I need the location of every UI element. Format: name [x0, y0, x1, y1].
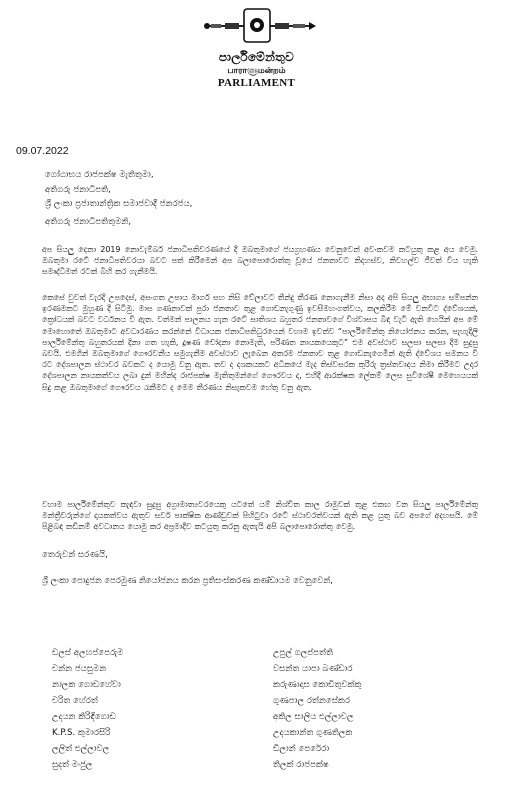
signatory-name: ලලිත් එල්ලාවල — [52, 744, 110, 754]
signatory-name: උදයකාන්ත ගුණතිලක — [273, 728, 353, 738]
address-line: ශ්‍රී ලංකා ප්‍රජාතාන්ත්‍රික සමාජවාදී ජනරජය, — [45, 199, 193, 209]
body-paragraph: අප සියලු දෙනා 2019 නොවැම්බර් ජනාධිපතිවරණයේ දී ඔබතුමාගේ ජයග්‍රහණය වෙනුවෙන් අවංකවම කටයුතු කළ අය වෙමු. ඔබතුමා රටේ ජනාධිපතිවරයා බවට පත් කිරීමෙන් අප බලාපොරොත්තු වූයේ ජනතාවට නිදහස්ව, නිවහල්ව ජීවත් විය හැකි සමෘද්ධිමත් රටක් බිහි කර ගැනීමයි. — [42, 245, 478, 277]
signatory-name: තිලක් රාජපක්ෂ — [273, 760, 329, 770]
signatories-left-column — [52, 645, 123, 773]
title-english: PARLIAMENT — [217, 77, 296, 89]
on-behalf-line: ශ්‍රී ලංකා පොදුජන පෙරමුණ නියෝජනය කරන ප්‍රතිසංස්කරණ කණ්ඩායම වෙනුවෙන්, — [42, 575, 333, 585]
body-paragraph: කෙසේ වුවත් වැරදි උපදෙස්, අසංගත උපාය මාර්ග සහ නිසි වේලාවට තීන්දු තීරණ නොගැනීම නිසා අද අපි සියලු අභාග්‍ය සම්පන්න ඉරණමකට මුහුණ දී සිටිමු. මාස ගණනාවක් පුරා ජනතාව තුළ ගොඩනැගුණු ඉවසීමහංගත්වය, කලකිරීම මේ වනවිට ද්වේශයක්, ක්‍රෝධයක් බවට වර්ධනය වී ඇත. වත්මන් පාලනය ගැන රටේ සාතිශය බහුතර ජනතාවගේ විශ්වාසය බිඳ වැටී ඇති හෙයින් අප මේ මොහොතේ ඔබතුමාට අවධාරණය කරන්නේ විධායක ජනාධිපතිධුරයෙන් වහාම ඉවත්ව “පාර්ලිමේන්තු නියෝජනය කරන, පැහැදිලි පාර්ලිමේන්තු බහුතරයක් දිනා ගත හැකි, දූෂණ චෝදනා නොමැති, පරිණත නායකයෙකුට” එම අවස්ථාව සලසා සලසා දීම සුදුසු බවයි. එමගින් ඔබතුමාගේ ගෞරවනීය සමුගැනීම අවස්ථාව ලැබෙන අතරම ජනතාව තුළ ගොඩනැගෙමින් ඇති ද්වේශය සමනය වී රට දේශපාලන ස්ථාවර බවකට ද යොමු වනු ඇත. තව ද දශකයකට අධිකයේ මැද තිස්වසරක කුරිරු ත්‍රස්තවාදය නිමා කිරීමට උදාර දේශපාලන නායකත්වය ලබා දුන් මහින්ද රාජපක්ෂ මැතිතුමන්ගේ ගෞරවය ද, එහිදී ආරක්ෂක ලේකම් ලෙස සුවිශේෂී මෙහෙයයක් සිදු කළ ඔබතුමාගේ ගෞරවය රැකීමට ද මෙම තීරණය නිසැකවම හේතු වනු ඇත. — [42, 293, 478, 392]
parliament-mace-emblem-icon — [197, 6, 317, 46]
signatory-name: අකිල සාලිය එල්ලාවල — [273, 712, 354, 722]
signatory-name: කරුණාදාස කොඩිතුවක්කු — [273, 680, 362, 690]
signatory-name: සුදත් මංජුල — [52, 760, 93, 770]
signatory-name: උපුල් ගලප්පත්ති — [273, 648, 333, 658]
address-line: ගෝඨාභය රාජපක්ෂ මැතිතුමා, — [45, 170, 154, 180]
address-line: අතිගරු ජනාධිපති, — [45, 184, 111, 195]
signatory-name: ඩලස් අලහප්පෙරුම — [52, 648, 124, 658]
letterhead — [0, 6, 513, 89]
signatory-name: චරිත හේරත් — [52, 696, 98, 706]
signatory-name: ගුණපාල රත්නසේකර — [273, 696, 351, 706]
recipient-address — [45, 168, 192, 212]
closing-line: තෙරුවන් සරණයි, — [42, 550, 108, 560]
body-paragraph: වහාම පාර්ලිමේන්තුව කැඳවා සුදුසු අග්‍රාමාත්‍යවරයෙකු යටතේ යම් නිශ්චිත කාල රාමුවක් තුළ එකඟ වන සියලු පාර්ලිමේන්තු මන්ත්‍රීවරුන්ගේ දායකත්වය ඇතුව සර්ව පාක්ෂික ආණ්ඩුවක් පිහිටුවා රටේ ස්ථාවරත්වයක් ඇති කළ යුතු බව අපගේ අදහසයි. මේ පිළිබඳ කඩිනම් අවධානය යොමු කර අප්‍රමාදීව කටයුතු කරනු ඇතැයි අපි බලාපොරොත්තු වෙමු. — [42, 500, 478, 532]
signatories-right-column — [273, 645, 362, 773]
letter-date: 09.07.2022 — [16, 145, 69, 157]
signatory-name: චන්න ජයසුමන — [52, 664, 107, 674]
signatory-name: උදයන කිරිඳිගොඩ — [52, 712, 117, 722]
title-tamil: பாராளுமன்றம் — [227, 66, 286, 76]
signatory-name: වසන්ත යාපා බණ්ඩාර — [273, 664, 353, 674]
signatory-name: නාලක ගොඩහේවා — [52, 680, 121, 690]
salutation: අතිගරු ජනාධිපතිතුමනි, — [45, 217, 131, 227]
signatory-name: K.P.S. කුමාරසිරි — [52, 728, 111, 738]
signatory-name: ඩිලාන් පෙරේරා — [273, 744, 330, 754]
title-sinhala: පාර්ලිමේන්තුව — [218, 50, 295, 64]
